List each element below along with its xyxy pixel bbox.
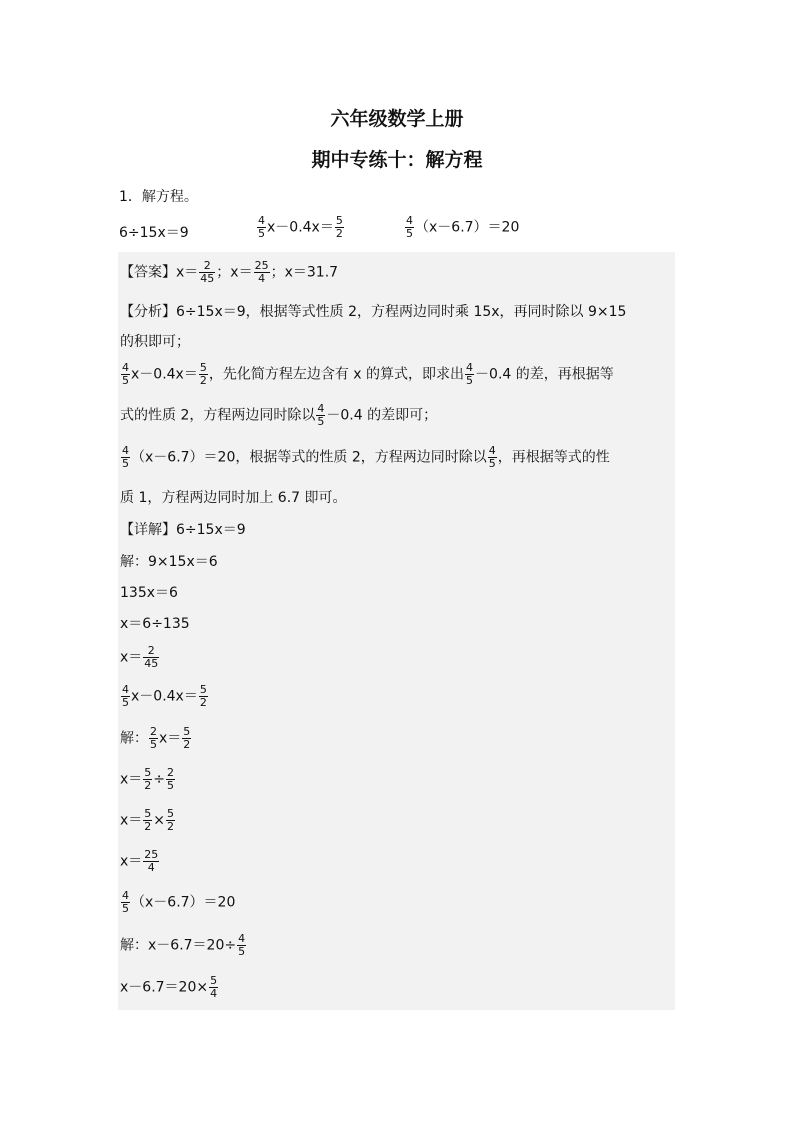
analysis-line-3: $\frac{4}{5}$ x－0.4x＝ $\frac{5}{2}$ ，先化简方程左边含有 x 的算式，即求出 $\frac{4}{5}$ －0.4 的差，再根据等	[122, 361, 614, 387]
question-eq1: 6÷15x＝9	[119, 225, 189, 241]
fraction: $\frac{2}{5}$	[150, 725, 157, 751]
fraction: $\frac{5}{2}$	[167, 807, 175, 833]
fraction: $\frac{4}{5}$	[466, 361, 474, 387]
fraction: $\frac{2}{5}$	[167, 766, 175, 792]
fraction: $\frac{4}{5}$	[122, 361, 129, 387]
fraction: $\frac{4}{5}$	[258, 214, 265, 240]
detail-step: $\frac{4}{5}$ x－0.4x＝ $\frac{5}{2}$	[122, 683, 207, 709]
fraction: $\frac{25}{4}$	[144, 848, 159, 874]
fraction: $\frac{5}{2}$	[199, 361, 207, 387]
detail-step: 解：9×15x＝6	[120, 554, 218, 570]
fraction: $\frac{25}{4}$	[254, 259, 269, 285]
analysis-label: 【分析】	[120, 304, 176, 320]
fraction: $\frac{4}{5}$	[317, 402, 325, 428]
detail-step: x－6.7＝20× $\frac{5}{4}$	[120, 974, 218, 1000]
detail-step: 解： $\frac{2}{5}$ x＝ $\frac{5}{2}$	[120, 725, 191, 751]
fraction: $\frac{5}{4}$	[210, 974, 218, 1000]
detail-step: x＝ $\frac{5}{2}$ × $\frac{5}{2}$	[120, 807, 175, 833]
fraction: $\frac{4}{5}$	[122, 889, 129, 915]
page-subtitle: 期中专练十：解方程	[311, 149, 483, 171]
fraction: $\frac{2}{45}$	[144, 644, 159, 670]
fraction: $\frac{5}{2}$	[144, 807, 152, 833]
answer-label: 【答案】	[120, 264, 176, 281]
detail-step: x＝ $\frac{25}{4}$	[120, 848, 159, 874]
detail-step: x＝ $\frac{2}{45}$	[120, 644, 159, 670]
page-title: 六年级数学上册	[330, 108, 464, 130]
question-label: 1．解方程。	[119, 189, 198, 205]
fraction: $\frac{4}{5}$	[238, 932, 246, 958]
fraction: $\frac{4}{5}$	[488, 444, 496, 470]
analysis-line-2: 的积即可；	[120, 334, 190, 350]
detail-step: x＝6÷135	[120, 616, 190, 632]
fraction: $\frac{5}{2}$	[144, 766, 152, 792]
fraction: $\frac{4}{5}$	[122, 683, 129, 709]
detail-step: 135x＝6	[120, 585, 178, 601]
detail-label: 【详解】	[120, 522, 176, 538]
fraction: $\frac{5}{2}$	[335, 214, 343, 240]
fraction: $\frac{4}{5}$	[122, 444, 129, 470]
analysis-line-5: $\frac{4}{5}$ （x－6.7）＝20，根据等式的性质 2，方程两边同时除以 $\frac{4}{5}$ ，再根据等式的性	[122, 444, 610, 470]
fraction: $\frac{5}{2}$	[199, 683, 207, 709]
detail-step: $\frac{4}{5}$ （x－6.7）＝20	[122, 889, 236, 915]
question-eq2: $\frac{4}{5}$ x－0.4x＝ $\frac{5}{2}$	[258, 214, 343, 240]
analysis-line-1: 【分析】6÷15x＝9，根据等式性质 2，方程两边同时乘 15x，再同时除以 9×15	[120, 304, 627, 320]
fraction: $\frac{2}{45}$	[200, 259, 215, 285]
analysis-line-4: 式的性质 2，方程两边同时除以 $\frac{4}{5}$ －0.4 的差即可；	[120, 402, 438, 428]
detail-step: x＝ $\frac{5}{2}$ ÷ $\frac{2}{5}$	[120, 766, 175, 792]
analysis-line-6: 质 1，方程两边同时加上 6.7 即可。	[120, 490, 347, 506]
question-eq3: $\frac{4}{5}$ （x－6.7）＝20	[406, 214, 520, 240]
fraction: $\frac{5}{2}$	[183, 725, 191, 751]
detail-line-1: 【详解】6÷15x＝9	[120, 522, 246, 538]
answer-line: 【答案】x＝ $\frac{2}{45}$ ；x＝ $\frac{25}{4}$ ；x＝31.7	[120, 259, 339, 285]
detail-step: 解：x－6.7＝20÷ $\frac{4}{5}$	[120, 932, 246, 958]
fraction: $\frac{4}{5}$	[406, 214, 413, 240]
